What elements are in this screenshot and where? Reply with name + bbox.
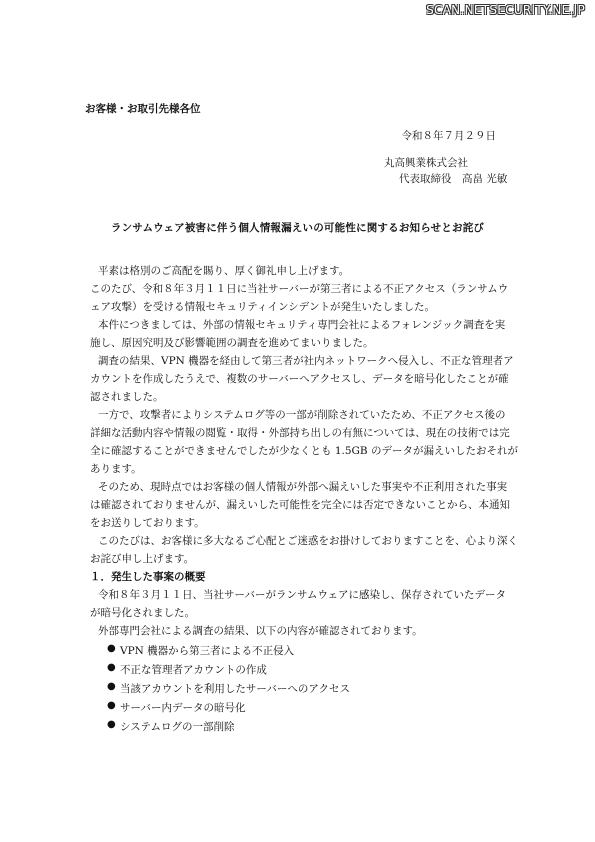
- body-line: ェア攻撃）を受ける情報セキュリティインシデントが発生いたしました。: [90, 301, 435, 313]
- bullet-dot-icon: ●: [107, 700, 116, 711]
- date: 令和８年７月２９日: [401, 130, 496, 142]
- document-title: ランサムウェア被害に伴う個人情報漏えいの可能性に関するお知らせとお詫び: [110, 222, 485, 234]
- body-line: このたび、令和８年３月１１日に当社サーバーが第三者による不正アクセス（ランサムウ: [90, 283, 509, 295]
- body-line: は確認されておりませんが、漏えいした可能性を完全には否定できないことから、本通知: [90, 499, 510, 511]
- body-line: 全に確認することができませんでしたが少なくとも 1.5GB のデータが漏えいしたおそれが: [90, 445, 518, 457]
- bullet-dot-icon: ●: [107, 719, 116, 730]
- body-line: そのため、現時点ではお客様の個人情報が外部へ漏えいした事実や不正利用された事実: [98, 481, 508, 493]
- body-line: 認されました。: [90, 391, 164, 403]
- body-line: 本件につきましては、外部の情報セキュリティ専門会社によるフォレンジック調査を実: [98, 319, 506, 331]
- list-item-text: VPN 機器から第三者による不正侵入: [120, 645, 295, 657]
- body-line: あります。: [90, 463, 142, 475]
- body-line: をお送りしております。: [90, 517, 205, 529]
- body-line: 平素は格別のご高配を賜り、厚く御礼申し上げます。: [98, 265, 350, 277]
- body-line: お詫び申し上げます。: [90, 553, 195, 565]
- body-line: 調査の結果、VPN 機器を経由して第三者が社内ネットワークへ侵入し、不正な管理者ア: [98, 355, 514, 367]
- list-item-text: サーバー内データの暗号化: [120, 702, 246, 714]
- body-line: 施し、原因究明及び影響範囲の調査を進めてまいりました。: [90, 337, 374, 349]
- body-line: カウントを作成したうえで、複数のサーバーへアクセスし、データを暗号化したことが確: [90, 373, 509, 385]
- list-item-text: 不正な管理者アカウントの作成: [120, 664, 267, 676]
- body-line: 詳細な活動内容や情報の閲覧・取得・外部持ち出しの有無については、現在の技術では完: [90, 427, 510, 439]
- watermark: SCAN.NETSECURITY.NE.JP: [426, 3, 585, 17]
- addressee: お客様・お取引先様各位: [85, 103, 201, 115]
- section-heading: １．発生した事案の概要: [90, 571, 206, 583]
- bullet-dot-icon: ●: [107, 681, 116, 692]
- list-item-text: システムログの一部削除: [120, 721, 235, 733]
- list-item-text: 当該アカウントを利用したサーバーへのアクセス: [120, 683, 351, 695]
- body-line: このたびは、お客様に多大なるご心配とご迷惑をお掛けしておりますことを、心より深く: [98, 535, 518, 547]
- body-line: 一方で、攻撃者によりシステムログ等の一部が削除されていたため、不正アクセス後の: [98, 409, 506, 421]
- company-name: 丸高興業株式会社: [384, 157, 468, 169]
- section-line: 令和８年３月１１日、当社サーバーがランサムウェアに感染し、保存されていたデータ: [98, 589, 507, 601]
- bullet-dot-icon: ●: [107, 662, 116, 673]
- section-line: が暗号化されました。: [90, 607, 195, 619]
- bullet-dot-icon: ●: [107, 643, 116, 654]
- representative: 代表取締役 高畠 光敏: [399, 173, 508, 185]
- section-line: 外部専門会社による調査の結果、以下の内容が確認されております。: [98, 625, 423, 637]
